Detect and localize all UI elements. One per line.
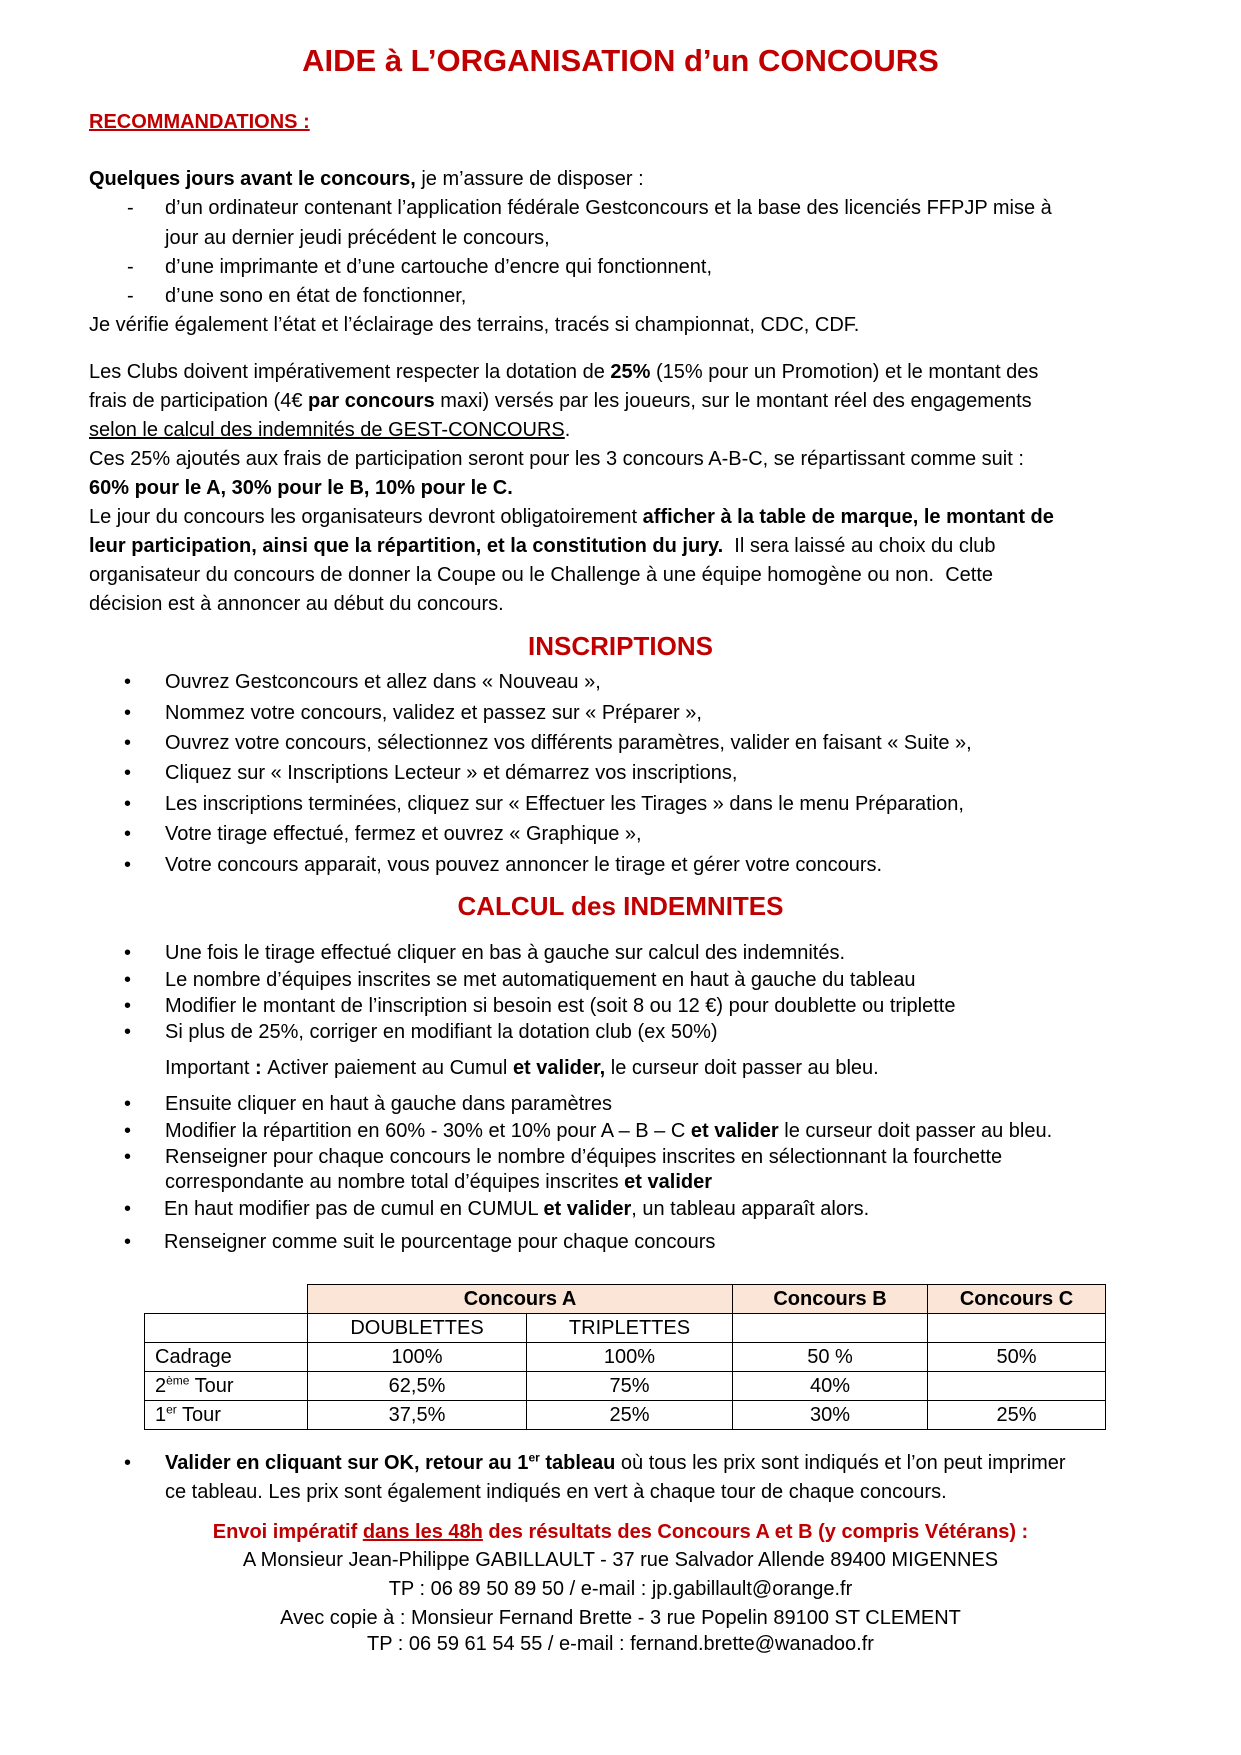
list-item: Les inscriptions terminées, cliquez sur « Effectuer les Tirages » dans le menu Préparation, [165, 793, 964, 815]
text: frais de participation (4€ [89, 390, 309, 412]
table-empty-cell [145, 1314, 308, 1343]
table-empty-cell [928, 1314, 1106, 1343]
text-bold: Valider en cliquant sur OK, retour au 1 [165, 1452, 529, 1474]
text: (15% pour un Promotion) et le montant des [650, 361, 1039, 383]
header-concours-c: Concours C [928, 1285, 1106, 1314]
text-bold: Envoi impératif [212, 1521, 363, 1543]
text-bold: et valider [543, 1198, 632, 1220]
bullet-marker: • [124, 671, 132, 693]
table-cell: 30% [733, 1401, 928, 1430]
paragraph-line [89, 362, 1038, 382]
table-cell [928, 1372, 1106, 1401]
bullet-marker: • [124, 1021, 132, 1043]
table-row [145, 1401, 1106, 1430]
subheader-triplettes: TRIPLETTES [527, 1314, 733, 1343]
list-item [164, 1199, 869, 1219]
bullet-marker: • [124, 969, 132, 991]
text: Important [165, 1057, 256, 1079]
recommandations-heading: RECOMMANDATIONS : [89, 111, 310, 133]
list-item: Ensuite cliquer en haut à gauche dans paramètres [165, 1093, 612, 1115]
bullet-marker: • [124, 1231, 132, 1253]
list-item: Si plus de 25%, corriger en modifiant la dotation club (ex 50%) [165, 1021, 718, 1043]
text: où tous les prix sont indiqués et l’on peut imprimer [615, 1452, 1066, 1474]
text: Modifier la répartition en 60% - 30% et 10% pour A – B – C [165, 1120, 691, 1142]
intro-bold: Quelques jours avant le concours, [89, 168, 416, 190]
dash-item-cont: jour au dernier jeudi précédent le concours, [165, 227, 550, 249]
calcul-heading: CALCUL des INDEMNITES [457, 891, 784, 921]
address-line: A Monsieur Jean-Philippe GABILLAULT - 37 rue Salvador Allende 89400 MIGENNES [242, 1549, 999, 1571]
paragraph-line: Ces 25% ajoutés aux frais de participation seront pour les 3 concours A-B-C, se répartissant comme suit : [89, 448, 1024, 470]
bullet-marker: • [124, 1452, 132, 1474]
row-label [145, 1372, 308, 1401]
verify-line: Je vérifie également l’état et l’éclairage des terrains, tracés si championnat, CDC, CDF. [89, 314, 860, 336]
envoi-line [0, 1522, 1241, 1542]
inscriptions-heading: INSCRIPTIONS [528, 631, 713, 661]
paragraph-line [89, 536, 996, 556]
row-label-text: 2 [155, 1375, 167, 1397]
table-subheader-row [145, 1314, 1106, 1343]
list-item: Une fois le tirage effectué cliquer en bas à gauche sur calcul des indemnités. [165, 942, 846, 964]
text-bold: afficher à la table de marque, le montant de [642, 506, 1054, 528]
table-header-row [145, 1285, 1106, 1314]
validate-line [165, 1450, 1066, 1474]
text-bold: et valider [690, 1120, 779, 1142]
text-sup: er [528, 1450, 540, 1465]
dash-marker: - [127, 197, 134, 219]
list-item [165, 1121, 1052, 1141]
text-bold: par concours [308, 390, 435, 412]
header-concours-b: Concours B [733, 1285, 928, 1314]
contact-line: TP : 06 59 61 54 55 / e-mail : fernand.brette@wanadoo.fr [367, 1633, 874, 1655]
table-cell: 25% [928, 1401, 1106, 1430]
text-bold: des résultats des Concours A et B (y compris Vétérans) : [482, 1521, 1029, 1543]
dash-marker: - [127, 285, 134, 307]
paragraph-line: organisateur du concours de donner la Coupe ou le Challenge à une équipe homogène ou non. Cette [89, 564, 993, 586]
bullet-marker: • [124, 1198, 132, 1220]
subheader-doublettes: DOUBLETTES [308, 1314, 527, 1343]
dash-item: d’une sono en état de fonctionner, [165, 285, 467, 307]
list-item: Ouvrez votre concours, sélectionnez vos différents paramètres, valider en faisant « Suite », [165, 732, 972, 754]
bullet-marker: • [124, 702, 132, 724]
text: le curseur doit passer au bleu. [605, 1057, 879, 1079]
validate-line-cont: ce tableau. Les prix sont également indiqués en vert à chaque tour de chaque concours. [165, 1481, 947, 1503]
table-row [145, 1372, 1106, 1401]
text: le curseur doit passer au bleu. [778, 1120, 1053, 1142]
intro-rest: je m’assure de disposer : [415, 168, 644, 190]
text: Le jour du concours les organisateurs devront obligatoirement [89, 506, 643, 528]
text: maxi) versés par les joueurs, sur le montant réel des engagements [434, 390, 1032, 412]
bullet-marker: • [124, 823, 132, 845]
bullet-marker: • [124, 1120, 132, 1142]
bullet-marker: • [124, 1093, 132, 1115]
list-item: Le nombre d’équipes inscrites se met automatiquement en haut à gauche du tableau [165, 969, 916, 991]
dash-marker: - [127, 256, 134, 278]
table-cell: 50% [928, 1343, 1106, 1372]
list-item: Renseigner comme suit le pourcentage pour chaque concours [164, 1231, 716, 1253]
contact-line: TP : 06 89 50 89 50 / e-mail : jp.gabillault@orange.fr [388, 1578, 853, 1600]
bullet-marker: • [124, 732, 132, 754]
paragraph-line [89, 391, 1032, 411]
text-bold: et valider [624, 1171, 712, 1193]
text-underlined: dans les 48h [362, 1521, 483, 1543]
table-cell: 100% [308, 1343, 527, 1372]
row-label [145, 1401, 308, 1430]
table-cell: 62,5% [308, 1372, 527, 1401]
text-bold: leur participation, ainsi que la répartition, et la constitution du jury. [89, 535, 724, 557]
bullet-marker: • [124, 762, 132, 784]
text-bold: et valider, [512, 1057, 606, 1079]
list-item: Nommez votre concours, validez et passez sur « Préparer », [165, 702, 702, 724]
text-bold: tableau [539, 1452, 616, 1474]
text: En haut modifier pas de cumul en CUMUL [164, 1198, 544, 1220]
table-cell: 50 % [733, 1343, 928, 1372]
table-empty-cell [733, 1314, 928, 1343]
row-label [145, 1343, 308, 1372]
paragraph-line [89, 420, 570, 440]
paragraph-line [89, 507, 1054, 527]
bullet-marker: • [124, 942, 132, 964]
list-item: Ouvrez Gestconcours et allez dans « Nouveau », [165, 671, 601, 693]
text: Activer paiement au Cumul [267, 1057, 513, 1079]
intro-line [89, 169, 644, 189]
row-label-text: Tour [176, 1404, 221, 1426]
table-row [145, 1343, 1106, 1372]
table-cell: 37,5% [308, 1401, 527, 1430]
paragraph-line-bold: 60% pour le A, 30% pour le B, 10% pour le C. [89, 477, 513, 499]
text: , un tableau apparaît alors. [631, 1198, 870, 1220]
row-label-text: 1 [155, 1404, 167, 1426]
bullet-marker: • [124, 995, 132, 1017]
table-cell: 100% [527, 1343, 733, 1372]
list-item: Renseigner pour chaque concours le nombre d’équipes inscrites en sélectionnant la fourchette [165, 1146, 1003, 1168]
table-cell: 75% [527, 1372, 733, 1401]
text-underlined: selon le calcul des indemnités de GEST-CONCOURS [89, 419, 565, 441]
list-item: Cliquez sur « Inscriptions Lecteur » et démarrez vos inscriptions, [165, 762, 738, 784]
row-label-sup: ème [166, 1373, 190, 1388]
header-concours-a: Concours A [308, 1285, 733, 1314]
dash-item: d’une imprimante et d’une cartouche d’encre qui fonctionnent, [165, 256, 713, 278]
row-label-text: Cadrage [155, 1346, 232, 1368]
address-line: Avec copie à : Monsieur Fernand Brette - 3 rue Popelin 89100 ST CLEMENT [280, 1607, 961, 1629]
table-cell: 25% [527, 1401, 733, 1430]
text: Les Clubs doivent impérativement respecter la dotation de [89, 361, 611, 383]
text-bold: 25% [610, 361, 651, 383]
bullet-marker: • [124, 1146, 132, 1168]
paragraph-line: décision est à annoncer au début du concours. [89, 593, 504, 615]
important-line [165, 1058, 879, 1078]
percentage-table [144, 1284, 1106, 1430]
page-title: AIDE à L’ORGANISATION d’un CONCOURS [302, 43, 939, 78]
list-item: Modifier le montant de l’inscription si besoin est (soit 8 ou 12 €) pour doublette ou triplette [165, 995, 956, 1017]
row-label-text: Tour [189, 1375, 234, 1397]
table-empty-cell [145, 1285, 308, 1314]
dash-item: d’un ordinateur contenant l’application fédérale Gestconcours et la base des licenciés FFPJP mise à [165, 197, 1052, 219]
bullet-marker: • [124, 793, 132, 815]
list-item: Votre tirage effectué, fermez et ouvrez « Graphique », [165, 823, 642, 845]
text-bold: : [255, 1057, 268, 1079]
text: . [564, 419, 571, 441]
text: Il sera laissé au choix du club [723, 535, 996, 557]
list-item: Votre concours apparait, vous pouvez annoncer le tirage et gérer votre concours. [165, 854, 883, 876]
text: correspondante au nombre total d’équipes inscrites [165, 1171, 625, 1193]
list-item-cont [165, 1172, 712, 1192]
bullet-marker: • [124, 854, 132, 876]
row-label-sup: er [166, 1402, 177, 1417]
table-cell: 40% [733, 1372, 928, 1401]
